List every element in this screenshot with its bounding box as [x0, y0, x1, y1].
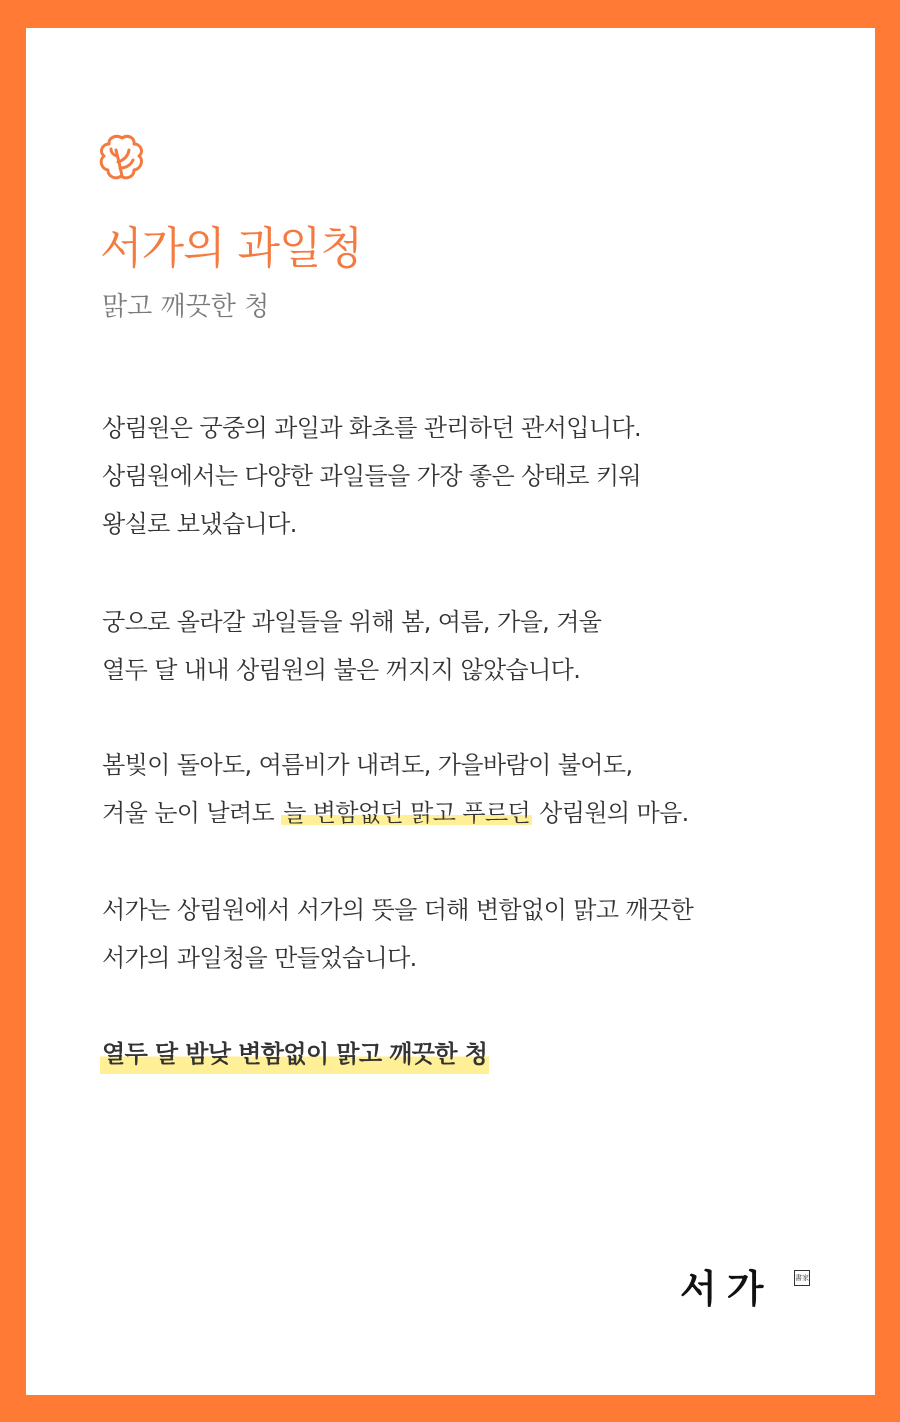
page-title: 서가의 과일청 — [100, 223, 363, 274]
text-segment: 상림원의 마음. — [532, 799, 689, 827]
brand-logo: 서가 — [680, 1266, 774, 1311]
paragraph-line: 열두 달 내내 상림원의 불은 꺼지지 않았습니다. — [102, 656, 581, 684]
paragraph-brand-story — [102, 886, 693, 982]
highlighted-phrase: 늘 변함없던 맑고 푸르던 — [283, 799, 531, 827]
paragraph-line: 왕실로 보냈습니다. — [102, 510, 297, 538]
paragraph-heart — [102, 741, 689, 837]
paragraph-line: 서가는 상림원에서 서가의 뜻을 더해 변함없이 맑고 깨끗한 — [102, 896, 694, 924]
text-segment: 겨울 눈이 날려도 — [102, 799, 282, 827]
paragraph-seasons — [102, 598, 601, 694]
paragraph-line: 상림원에서는 다양한 과일들을 가장 좋은 상태로 키워 — [102, 462, 642, 490]
tree-logo-icon — [96, 132, 148, 184]
page-subtitle: 맑고 깨끗한 청 — [102, 292, 270, 322]
paragraph-line: 상림원은 궁중의 과일과 화초를 관리하던 관서입니다. — [102, 414, 642, 442]
brand-seal: 書家 — [794, 1270, 810, 1286]
paragraph-line: 서가의 과일청을 만들었습니다. — [102, 944, 417, 972]
paragraph-line: 봄빛이 돌아도, 여름비가 내려도, 가을바람이 불어도, — [102, 751, 633, 779]
closing-tagline: 열두 달 밤낮 변함없이 맑고 깨끗한 청 — [100, 1030, 489, 1078]
paragraph-line: 궁으로 올라갈 과일들을 위해 봄, 여름, 가을, 겨울 — [102, 608, 602, 636]
paragraph-line — [102, 789, 689, 837]
paragraph-history — [102, 404, 641, 548]
